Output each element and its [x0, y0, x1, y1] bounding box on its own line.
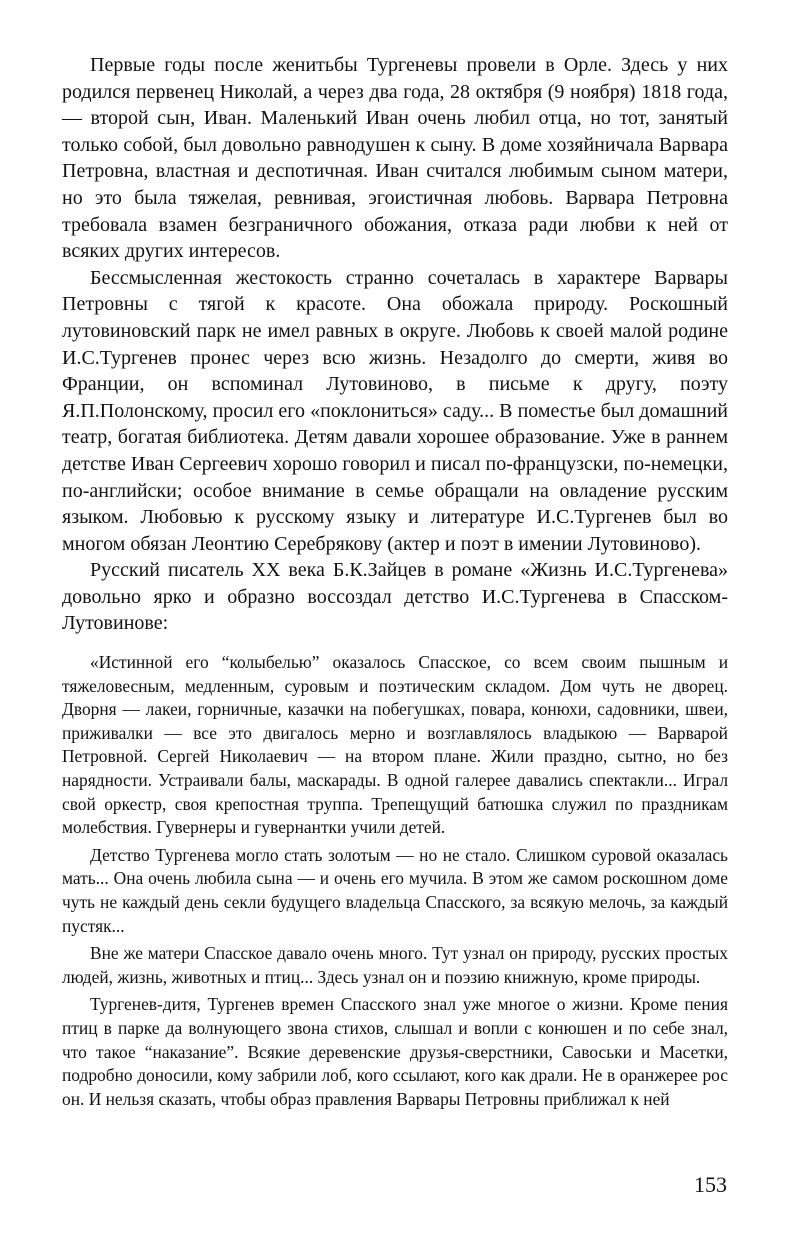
book-page — [62, 52, 728, 1115]
page-number: 153 — [694, 1172, 727, 1197]
quote-paragraph-3: Вне же матери Спасское давало очень много. Тут узнал он природу, русских простых людей, жизнь, животных и птиц... Здесь узнал он и поэзию книжную, кроме природы. — [62, 943, 728, 987]
quotation-block — [62, 651, 728, 1111]
quote-paragraph-1: «Истинной его “колыбелью” оказалось Спасское, со всем своим пышным и тяжеловесным, медленным, суровым и поэтическим складом. Дом чуть не дворец. Дворня — лакеи, горничные, казачки на побегушках, повара, конюхи, садовники, швеи, приживалки — все это двигалось мерно и возглавлялось владыкою — Варварой Петровной. Сергей Николаевич — на втором плане. Жили праздно, сытно, но без нарядности. Устраивали балы, маскарады. В одной галерее давались спектакли... Играл свой оркестр, своя крепостная труппа. Трепещущий батюшка служил по праздникам молебствия. Гувернеры и гувернантки учили детей. — [62, 652, 728, 838]
quote-paragraph-4: Тургенев-дитя, Тургенев времен Спасского знал уже многое о жизни. Кроме пения птиц в парке да волнующего звона стихов, слышал и вопли с конюшен и по себе знал, что такое “наказание”. Всякие деревенские друзья-сверстники, Савоськи и Масетки, подробно доносили, кому забрили лоб, кого ссылают, кого как драли. Не в оранжерее рос он. И нельзя сказать, чтобы образ правления Варвары Петровны приближал к ней — [62, 994, 728, 1109]
paragraph-3: Русский писатель XX века Б.К.Зайцев в романе «Жизнь И.С.Тургенева» довольно ярко и образно воссоздал детство И.С.Тургенева в Спасском-Лутовинове: — [62, 559, 728, 635]
paragraph-1: Первые годы после женитьбы Тургеневы провели в Орле. Здесь у них родился первенец Николай, а через два года, 28 октября (9 ноября) 1818 года, — второй сын, Иван. Маленький Иван очень любил отца, но тот, занятый только собой, был довольно равнодушен к сыну. В доме хозяйничала Варвара Петровна, властная и деспотичная. Иван считался любимым сыном матери, но это была тяжелая, ревнивая, эгоистичная любовь. Варвара Петровна требовала взамен безграничного обожания, отказа ради любви к ней от всяких других интересов. — [62, 54, 728, 263]
paragraph-2: Бессмысленная жестокость странно сочеталась в характере Варвары Петровны с тягой к красоте. Она обожала природу. Роскошный лутовиновский парк не имел равных в округе. Любовь к своей малой родине И.С.Тургенев пронес через всю жизнь. Незадолго до смерти, живя во Франции, он вспоминал Лутовиново, в письме к другу, поэту Я.П.Полонскому, просил его «поклониться» саду... В поместье был домашний театр, богатая библиотека. Детям давали хорошее образование. Уже в раннем детстве Иван Сергеевич хорошо говорил и писал по-французски, по-немецки, по-английски; особое внимание в семье обращали на овладение русским языком. Любовью к русскому языку и литературе И.С.Тургенев был во многом обязан Леонтию Серебрякову (актер и поэт в имении Лутовиново). — [62, 266, 728, 555]
main-text — [62, 52, 728, 637]
quote-paragraph-2: Детство Тургенева могло стать золотым — но не стало. Слишком суровой оказалась мать... Она очень любила сына — и очень его мучила. В этом же самом роскошном доме чуть не каждый день секли будущего владельца Спасского, за всякую мелочь, за каждый пустяк... — [62, 844, 728, 936]
